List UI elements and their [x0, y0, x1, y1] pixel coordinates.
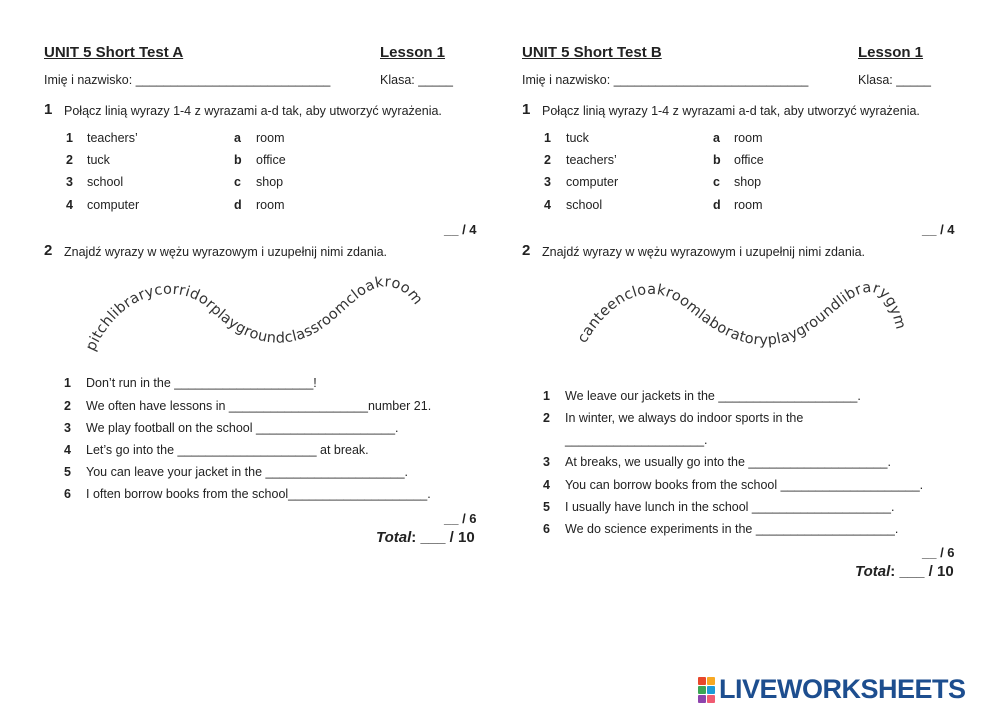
question-number: 1 [44, 101, 53, 118]
test-a-name-row [44, 73, 330, 87]
question-score: __ / 6 [444, 511, 477, 526]
test-b-name-row [522, 73, 808, 87]
total-score [376, 529, 475, 546]
match-left-word[interactable]: teachers’ [87, 131, 138, 145]
logo-text: LIVEWORKSHEETS [719, 674, 966, 704]
sentence-number: 5 [543, 500, 550, 514]
class-field[interactable]: _____ [418, 73, 453, 87]
match-left-word[interactable]: computer [566, 175, 619, 189]
item-number: 3 [544, 175, 551, 189]
class-label: Klasa: [380, 73, 415, 87]
name-label: Imię i nazwisko: [44, 73, 133, 87]
item-number: 1 [66, 131, 73, 145]
sentence-number: 2 [64, 399, 71, 413]
question-number: 2 [522, 242, 531, 259]
sentence-number: 6 [64, 487, 71, 501]
sentence-text[interactable]: We do science experiments in the ____________________. [565, 522, 899, 536]
question-score: __ / 4 [922, 222, 955, 237]
question-number: 1 [522, 101, 531, 118]
item-number: 4 [66, 198, 73, 212]
question-instruction: Połącz linią wyrazy 1-4 z wyrazami a-d tak, aby utworzyć wyrażenia. [64, 104, 442, 118]
item-number: 3 [66, 175, 73, 189]
match-right-word[interactable]: shop [256, 175, 284, 189]
total-value: : ___ / 10 [411, 529, 475, 546]
logo-square [707, 686, 715, 694]
name-field[interactable]: ____________________________ [613, 73, 809, 87]
sentence-text[interactable]: At breaks, we usually go into the ____________________. [565, 455, 891, 469]
item-number: 2 [66, 153, 73, 167]
logo-square [698, 686, 706, 694]
item-letter: d [713, 198, 721, 212]
total-label: Total [855, 563, 891, 580]
match-left-word[interactable]: tuck [87, 153, 110, 167]
item-number: 4 [544, 198, 551, 212]
name-label: Imię i nazwisko: [522, 73, 611, 87]
sentence-text[interactable]: In winter, we always do indoor sports in the [565, 411, 804, 425]
word-snake-text: pitchlibrarycorridorplaygroundclassroomcloakroom [83, 274, 426, 354]
match-left-word[interactable]: teachers’ [566, 153, 617, 167]
match-right-word[interactable]: room [256, 131, 285, 145]
item-letter: a [234, 131, 241, 145]
sentence-number: 1 [64, 376, 71, 390]
logo-square [698, 695, 706, 703]
item-letter: d [234, 198, 242, 212]
sentence-text[interactable]: I often borrow books from the school____________________. [86, 487, 431, 501]
match-right-word[interactable]: office [734, 153, 764, 167]
name-field[interactable]: ____________________________ [135, 73, 331, 87]
sentence-number: 3 [64, 421, 71, 435]
sentence-number: 4 [543, 478, 550, 492]
sentence-text[interactable]: We often have lessons in ____________________number 21. [86, 399, 432, 413]
question-instruction: Połącz linią wyrazy 1-4 z wyrazami a-d tak, aby utworzyć wyrażenia. [542, 104, 920, 118]
match-left-word[interactable]: school [87, 175, 124, 189]
logo-squares-icon [698, 677, 715, 703]
sentence-text[interactable]: Let’s go into the ____________________ at break. [86, 443, 369, 457]
item-letter: c [713, 175, 720, 189]
total-value: : ___ / 10 [890, 563, 954, 580]
match-right-word[interactable]: room [256, 198, 285, 212]
item-letter: a [713, 131, 720, 145]
match-left-word[interactable]: tuck [566, 131, 589, 145]
word-snake-text: canteencloakroomlaboratoryplaygroundlibrarygym [574, 279, 909, 349]
sentence-text[interactable]: We leave our jackets in the ____________________. [565, 389, 861, 403]
test-b-lesson: Lesson 1 [858, 44, 924, 61]
match-left-word[interactable]: school [566, 198, 603, 212]
logo-square [707, 695, 715, 703]
sentence-number: 4 [64, 443, 71, 457]
item-letter: b [713, 153, 721, 167]
sentence-continuation[interactable]: ____________________. [565, 433, 708, 447]
match-right-word[interactable]: shop [734, 175, 762, 189]
logo-square [698, 677, 706, 685]
sentence-text[interactable]: Don’t run in the ____________________! [86, 376, 317, 390]
total-score [855, 563, 954, 580]
word-snake [80, 270, 450, 370]
test-b-title: UNIT 5 Short Test B [522, 44, 662, 61]
sentence-number: 3 [543, 455, 550, 469]
sentence-text[interactable]: We play football on the school ____________________. [86, 421, 399, 435]
question-instruction: Znajdź wyrazy w wężu wyrazowym i uzupełnij nimi zdania. [542, 245, 866, 259]
total-label: Total [376, 529, 412, 546]
question-instruction: Znajdź wyrazy w wężu wyrazowym i uzupełnij nimi zdania. [64, 245, 388, 259]
question-number: 2 [44, 242, 53, 259]
sentence-text[interactable]: I usually have lunch in the school ____________________. [565, 500, 895, 514]
match-right-word[interactable]: office [256, 153, 286, 167]
match-right-word[interactable]: room [734, 131, 763, 145]
match-left-word[interactable]: computer [87, 198, 140, 212]
word-snake [575, 272, 915, 367]
test-b-class-row [858, 73, 931, 87]
class-label: Klasa: [858, 73, 893, 87]
liveworksheets-logo [698, 674, 966, 705]
match-right-word[interactable]: room [734, 198, 763, 212]
sentence-number: 5 [64, 465, 71, 479]
item-number: 1 [544, 131, 551, 145]
sentence-text[interactable]: You can borrow books from the school ____________________. [565, 478, 924, 492]
logo-square [707, 677, 715, 685]
item-letter: b [234, 153, 242, 167]
sentence-text[interactable]: You can leave your jacket in the ____________________. [86, 465, 409, 479]
sentence-number: 1 [543, 389, 550, 403]
sentence-number: 6 [543, 522, 550, 536]
item-number: 2 [544, 153, 551, 167]
question-score: __ / 6 [922, 545, 955, 560]
sentence-number: 2 [543, 411, 550, 425]
question-score: __ / 4 [444, 222, 477, 237]
test-a-title: UNIT 5 Short Test A [44, 44, 184, 61]
class-field[interactable]: _____ [896, 73, 931, 87]
test-a-lesson: Lesson 1 [380, 44, 446, 61]
test-a-class-row [380, 73, 453, 87]
item-letter: c [234, 175, 241, 189]
